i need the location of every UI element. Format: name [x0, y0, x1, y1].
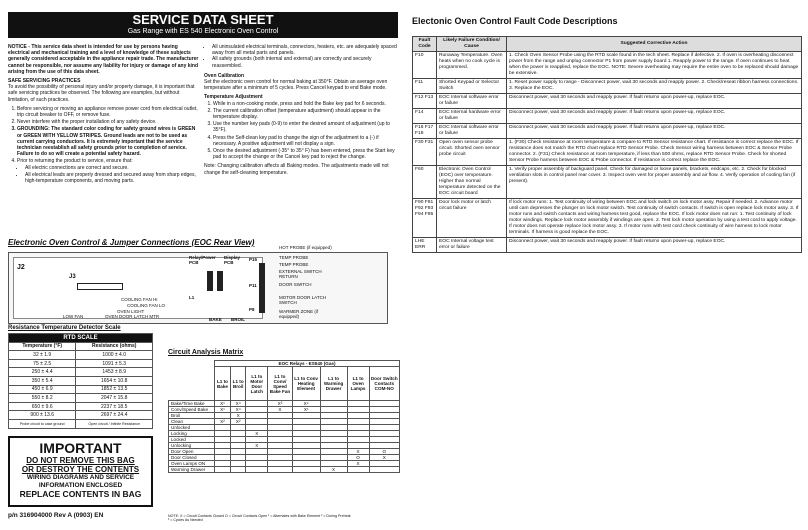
- table-row: [413, 79, 802, 94]
- fault-cause-cell: Electronic Oven Control (EOC) over temperature. Higher than normal temperature detected on the EOC circuit board: [437, 166, 507, 199]
- matrix-cell: X²: [215, 419, 231, 425]
- matrix-row-label: Unlocking: [169, 443, 215, 449]
- table-row: 900 ± 13.6 2697 ± 24.4: [9, 411, 153, 420]
- table-row: 250 ± 4.4 1453 ± 8.9: [9, 368, 153, 377]
- fault-action-cell: 1. Check Oven Sensor Probe using the RTD scale found in the tech sheet. Replace if defective. 2. If oven is overheating disconnect power from the range and unplug connector P1 from power supply board 1. Reapply power to the range. If oven continues to heat when the power is reapplied, replace the EOC. NOTE: Severe overheating may require the entire oven to be replaced should damage be extensive.: [507, 52, 802, 79]
- part-number: p/n 316904000 Rev A (0903) EN: [8, 512, 104, 519]
- temp-probe-label: TEMP PROBE: [279, 262, 309, 267]
- circuit-col-header: L1 to Conv/ Speed Bake Fan: [268, 367, 293, 401]
- matrix-row-label: Door Open: [169, 449, 215, 455]
- fault-code-cell: F10: [413, 52, 437, 79]
- fault-cause-cell: EOC Internal software error or failure: [437, 94, 507, 109]
- circuit-matrix-notes: [168, 514, 400, 523]
- circuit-col-header: L1 to Warming Drawer: [320, 367, 347, 401]
- bake-label: BAKE: [209, 317, 222, 322]
- fault-code-table: [412, 36, 802, 253]
- rtd-col-header: Temperature (°F): [9, 342, 76, 351]
- safe-step: 1. Before servicing or moving an appliance remove power cord from electrical outlet, trip circuit breaker to OFF, or remove fuse.: [17, 106, 200, 118]
- p15-label: P15: [249, 257, 258, 262]
- safe-practices-intro: To avoid the possibility of personal injury and/or property damage, it is important that safe servicing practices be observed. The following are examples, but without limitation, of such practices.: [8, 84, 195, 103]
- matrix-cell: X: [369, 455, 400, 461]
- fault-col-header: Fault Code: [413, 37, 437, 52]
- circuit-col-header: L1 to Broil: [230, 367, 245, 401]
- matrix-cell: X⁴: [230, 401, 245, 407]
- important-title: IMPORTANT: [39, 440, 122, 456]
- fault-action-cell: Disconnect power, wait 30 seconds and reapply power. If fault returns upon power-up, replace EOC.: [507, 238, 802, 253]
- matrix-cell: X³: [268, 401, 293, 407]
- connector-pins: [259, 263, 265, 313]
- safe-step: 4. Prior to returning the product to service, ensure that: • All electric connections are correct and secure. • All electrical leads are properly dressed and secured away from sharp edges, high-temperature components, and moving parts.: [17, 158, 200, 184]
- fault-action-cell: If lock motor runs: 1. Test continuity of wiring between EOC and lock switch on lock motor assy. Repair if needed. 2. Advance motor until cam depresses the plunger on lock motor switch. Test continuity of switch contacts. If switch is open replace lock motor assy. 3. If motor runs and switch contacts and wiring harness test good, replace the EOC. If lock motor does not run: 1. Test continuity of lock motor windings. Replace lock motor assembly if windings are open. 2. Test lock motor operation by using a test cord to apply voltage. If motor does not operate replace lock motor assy. 3. If motor runs with test cord check continuity of wire harness to lock motor terminals. If harness is good replace the EOC.: [507, 199, 802, 238]
- matrix-cell: X¹: [215, 401, 231, 407]
- fault-table-title: Electonic Oven Control Fault Code Descriptions: [412, 16, 618, 26]
- l1-label: L1: [189, 295, 195, 300]
- hot-probe-label: HOT PROBE (if equipped): [279, 245, 332, 250]
- table-row: [413, 166, 802, 199]
- matrix-cell: O: [347, 455, 369, 461]
- matrix-cell: [215, 467, 231, 473]
- circuit-matrix-table: [168, 360, 400, 473]
- table-row: [413, 94, 802, 109]
- fault-action-cell: 1. (F30) Check resistance at room temperature & compare to RTD Sensor resistance chart. If resistance is correct replace the EOC. If resistance does not match the RTD chart replace RTD Sensor Probe. Check Sensor wiring harness between EOC & Sensor Probe connector. 2. (F31) Check resistance at room temperature, if less than 500 ohms, replace RTD Sensor Probe. Check for shorted Sensor Probe harness between EOC & Probe connector. If resistance is correct replace the EOC.: [507, 139, 802, 166]
- eoc-rear-view-diagram: [8, 245, 388, 324]
- relay-pcb-label: Relay/Power PCB: [189, 255, 216, 265]
- fault-cause-cell: Open oven sensor probe circuit. Shorted oven sensor probe circuit: [437, 139, 507, 166]
- matrix-cell: X: [246, 431, 268, 437]
- table-row: [413, 52, 802, 79]
- j3-connector: [77, 283, 123, 290]
- j2-label: J2: [17, 264, 25, 271]
- adjustment-step: 1. While in a non-cooking mode, press and hold the Bake key pad for 6 seconds.: [213, 101, 398, 107]
- important-line: WIRING DIAGRAMS AND SERVICE: [26, 474, 135, 481]
- table-row: 32 ± 1.9 1000 ± 4.0: [9, 351, 153, 360]
- adjustment-step: 5. Once the desired adjustment (-35° to 35° F) has been entered, press the Start key pad to accept the change or the Cancel key pad to reject the change.: [213, 148, 398, 160]
- rtd-table: [8, 333, 153, 429]
- matrix-cell: [292, 467, 320, 473]
- calibration-note: Note: Changing calibration affects all Baking modes. The adjustments made will not change the self-cleaning temperature.: [204, 163, 389, 176]
- warmer-zone-label: WARMER ZONE (if equipped): [279, 309, 319, 319]
- matrix-cell: [268, 467, 293, 473]
- safe-step: 2. Never interfere with the proper installation of any safety device.: [17, 119, 200, 125]
- circuit-col-header: L1 to Bake: [215, 367, 231, 401]
- circuit-col-header: L1 to Motor Door Latch: [246, 367, 268, 401]
- fault-code-cell: F16 F17 F18: [413, 124, 437, 139]
- right-text-column: [204, 44, 398, 179]
- fault-action-cell: 1. Reset power supply to range - Disconnect power, wait 30 seconds and reapply power. 2. Check/reseat ribbon harness connections. 3. Replace the EOC.: [507, 79, 802, 94]
- matrix-cell: X²: [230, 419, 245, 425]
- calibration-text: Set the electronic oven control for normal baking at 350°F. Obtain an average oven temperature after a minimum of 5 cycles. Press Cancel keypad to end Bake mode.: [204, 79, 388, 92]
- table-row: 550 ± 8.2 2047 ± 15.8: [9, 394, 153, 403]
- temp-probe-label: TEMP PROBE: [279, 255, 309, 260]
- j3-label: J3: [69, 274, 76, 280]
- matrix-row-label: Locking: [169, 431, 215, 437]
- table-row: [169, 467, 400, 473]
- matrix-cell: O: [369, 449, 400, 455]
- fault-action-cell: Disconnect power, wait 30 seconds and reapply power. If fault returns upon power-up, replace EOC.: [507, 124, 802, 139]
- fault-action-cell: Disconnect power, wait 30 seconds and reapply power. If fault returns upon power-up, replace EOC.: [507, 109, 802, 124]
- circuit-col-header: Door Switch Contacts COM-NO: [369, 367, 400, 401]
- fault-code-cell: F30 F31: [413, 139, 437, 166]
- fault-code-cell: F14: [413, 109, 437, 124]
- p11-label: P11: [249, 283, 257, 288]
- rtd-caption: RTD SCALE: [9, 334, 153, 343]
- matrix-cell: X¹: [215, 407, 231, 413]
- adjustment-step: 3. Use the number key pads (0-9) to enter the desired amount of adjustment (up to 35°F).: [213, 121, 398, 133]
- low-fan-label: LOW FAN: [63, 314, 84, 319]
- table-row: 350 ± 5.4 1654 ± 10.8: [9, 376, 153, 385]
- fault-code-cell: LHE ERR: [413, 238, 437, 253]
- table-row: [413, 124, 802, 139]
- matrix-row-label: Broil: [169, 413, 215, 419]
- fault-cause-cell: Runaway Temperature. Oven heats when no cook cycle is programmed.: [437, 52, 507, 79]
- external-switch-label: EXTERNAL SWITCH RETURN: [279, 269, 322, 279]
- notice-text: NOTICE - This service data sheet is intended for use by persons having electrical and mechanical training and a level of knowledge of these subjects generally considered acceptable in the appliance repair trade. The manufacturer cannot be responsible, nor assume any liability for injury or damage of any kind arising from the use of this data sheet.: [8, 44, 199, 75]
- matrix-cell: [369, 467, 400, 473]
- broil-label: BROIL: [231, 317, 245, 322]
- table-row: [413, 199, 802, 238]
- safe-bullet: • All electric connections are correct and secure.: [25, 165, 200, 171]
- p8-label: P8: [249, 307, 255, 312]
- adjustment-step: 4. Press the Self-clean key pad to change the sign of the adjustment to a (-) if necessary. A positive adjustment will not display a sign.: [213, 135, 398, 147]
- relay: [207, 271, 213, 291]
- matrix-row-label: Unlocked: [169, 425, 215, 431]
- circuit-note: ³ = Cycles As Needed: [168, 518, 203, 523]
- matrix-cell: X: [268, 407, 293, 413]
- fault-cause-cell: EOC Internal software error or failure: [437, 124, 507, 139]
- rtd-title: Resistance Temperature Detector Scale: [8, 325, 121, 331]
- adjustment-step: 2. The current calibration offset (temperature adjustment) should appear in the temperature display.: [213, 108, 398, 120]
- fault-cause-cell: EOC Internal hardware error or failure: [437, 109, 507, 124]
- fault-action-cell: 1. Verify proper assembly of backguard panel. Check for damaged or loose panels, brackets, endcaps, etc. 2. Check for blocked ventilation slots in control panel rear cover. 3. Inspect oven vent for proper assembly and air flow. 4. Verify operation of cooling fan (if present).: [507, 166, 802, 199]
- important-line: DO NOT REMOVE THIS BAG: [26, 456, 135, 465]
- matrix-cell: X¹: [292, 407, 320, 413]
- page-subtitle: Gas Range with ES 540 Electronic Oven Control: [127, 28, 279, 35]
- safe-bullet: • All safety grounds (both internal and external) are correctly and securely reassembled.: [212, 56, 398, 68]
- table-row: [413, 238, 802, 253]
- motor-latch-label: MOTOR DOOR LATCH SWITCH: [279, 295, 327, 305]
- relay: [217, 271, 223, 291]
- matrix-cell: X: [320, 467, 347, 473]
- cooling-fan-hi-label: COOLING FAN HI: [121, 297, 158, 302]
- table-row: Probe circuit to case ground Open circuit / Infinite Resistance: [9, 419, 153, 428]
- fault-col-header: Suggested Corrective Action: [507, 37, 802, 52]
- matrix-cell: [230, 467, 245, 473]
- matrix-cell: X⁴: [292, 401, 320, 407]
- oven-light-label: OVEN LIGHT: [117, 309, 145, 314]
- matrix-row-label: Warming Drawer: [169, 467, 215, 473]
- circuit-col-header: L1 to Conv Heating Element: [292, 367, 320, 401]
- adjustment-title: Temperature Adjustment: [204, 94, 263, 101]
- safe-steps-list: [17, 106, 200, 184]
- important-line: REPLACE CONTENTS IN BAG: [19, 489, 142, 499]
- rtd-col-header: Resistance (ohms): [76, 342, 153, 351]
- display-pcb-label: Display PCB: [224, 255, 241, 265]
- diagram-title: Electronic Oven Control & Jumper Connections (EOC Rear View): [8, 238, 255, 247]
- table-row: 450 ± 6.9 1852 ± 13.5: [9, 385, 153, 394]
- important-line: OR DESTROY THE CONTENTS: [21, 465, 140, 474]
- fault-cause-cell: Door lock motor or latch circuit failure: [437, 199, 507, 238]
- fault-code-cell: F60: [413, 166, 437, 199]
- safe-step: 3. GROUNDING: The standard color coding for safety ground wires is GREEN or GREEN WITH YELLOW STRIPES. Ground leads are not to be used as current carrying conductors. It is extremely important that the service technician reestablish all safety grounds prior to completion of service. Failure to do so will create a potential safety hazard.: [17, 126, 200, 157]
- important-notice-box: [8, 436, 153, 507]
- fault-action-cell: Disconnect power, wait 30 seconds and reapply power. If fault returns upon power-up, replace EOC.: [507, 94, 802, 109]
- matrix-row-label: Locked: [169, 437, 215, 443]
- fault-cause-cell: EOC Internal voltage test error or failure: [437, 238, 507, 253]
- matrix-cell: X: [347, 461, 369, 467]
- matrix-row-label: Oven Lamps ON: [169, 461, 215, 467]
- circuit-col-header: L1 to Oven Lamps: [347, 367, 369, 401]
- safe-bullet: • All uninsulated electrical terminals, connectors, heaters, etc. are adequately spaced away from all metal parts and panels.: [212, 44, 398, 56]
- table-row: 75 ± 2.5 1091 ± 5.3: [9, 359, 153, 368]
- safe-practices-title: SAFE SERVICING PRACTICES: [8, 78, 81, 85]
- table-row: [413, 109, 802, 124]
- door-latch-motor-label: OVEN DOOR LATCH MTR: [105, 314, 160, 319]
- matrix-cell: [246, 467, 268, 473]
- fault-code-cell: F12 F13: [413, 94, 437, 109]
- matrix-cell: X: [347, 449, 369, 455]
- fault-cause-cell: Shorted Keypad or Selector Switch: [437, 79, 507, 94]
- cooling-fan-lo-label: COOLING FAN LO: [127, 303, 166, 308]
- fault-col-header: Likely Failure Condition/ Cause: [437, 37, 507, 52]
- table-row: [413, 139, 802, 166]
- matrix-row-label: Clean: [169, 419, 215, 425]
- safe-bullet: • All electrical leads are properly dressed and secured away from sharp edges, high-temperature components, and moving parts.: [25, 172, 200, 184]
- matrix-cell: X: [246, 443, 268, 449]
- circuit-note: NOTE: X = Circuit Contacts Closed O = Circuit Contacts Open ¹ = Alternates with Bake Element ² = During Preheat: [168, 514, 351, 518]
- circuit-matrix-title: Circuit Analysis Matrix: [168, 349, 244, 356]
- door-switch-label: DOOR SWITCH: [279, 282, 312, 287]
- fault-code-cell: F11: [413, 79, 437, 94]
- page-header: [8, 12, 398, 38]
- matrix-cell: X⁴: [230, 407, 245, 413]
- calibration-title: Oven Calibration: [204, 72, 245, 79]
- matrix-cell: X: [230, 413, 245, 419]
- fault-code-cell: F90 F91 F92 F93 F94 F95: [413, 199, 437, 238]
- page-title: SERVICE DATA SHEET: [132, 12, 274, 27]
- matrix-row-label: Conv/Speed Bake: [169, 407, 215, 413]
- matrix-cell: [347, 467, 369, 473]
- left-text-column: [8, 44, 200, 185]
- matrix-row-label: Door Closed: [169, 455, 215, 461]
- important-line: INFORMATION ENCLOSED: [38, 481, 123, 489]
- matrix-row-label: Bake/Time Bake: [169, 401, 215, 407]
- adjustment-steps: [213, 101, 398, 161]
- circuit-group-header: EOC Relays - ES540 (Gas): [215, 361, 400, 367]
- table-row: 650 ± 9.6 2237 ± 18.5: [9, 402, 153, 411]
